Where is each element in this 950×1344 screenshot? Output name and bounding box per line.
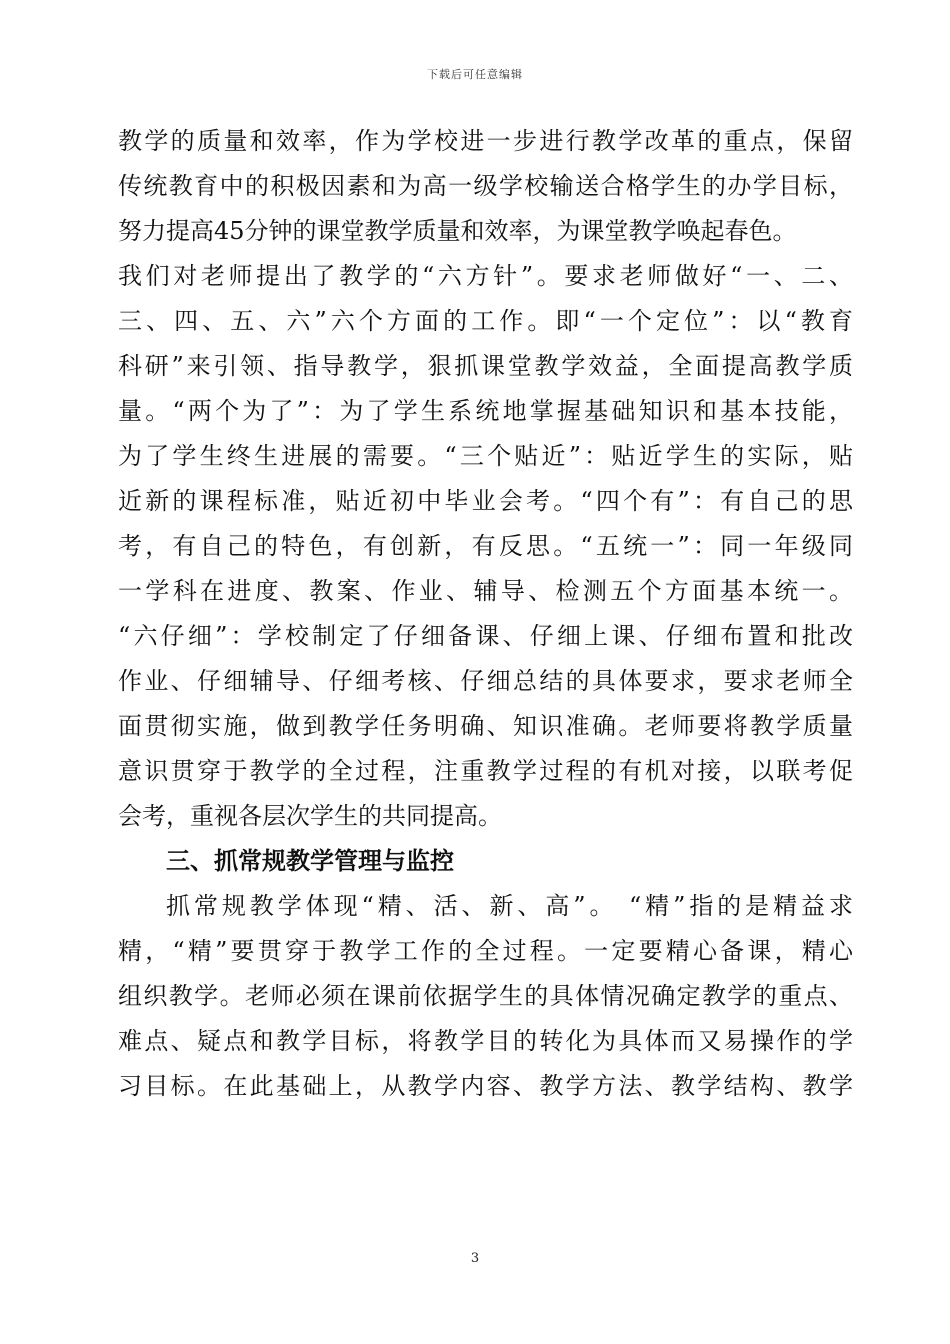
page-number: 3 (470, 1251, 480, 1266)
text-line: 会考，重视各层次学生的共同提高。 (118, 802, 502, 830)
text-line: 为了学生终生进展的需要。“三个贴近”：贴近学生的实际，贴 (118, 442, 853, 470)
text-line: 组织教学。老师必须在课前依据学生的具体情况确定教学的重点、 (118, 982, 853, 1010)
page-header-note: 下载后可任意编辑 (427, 68, 523, 81)
text-line: 一学科在进度、教案、作业、辅导、检测五个方面基本统一。 (118, 577, 853, 605)
document-body (118, 119, 853, 1109)
text-line: 精，“精”要贯穿于教学工作的全过程。一定要精心备课，精心 (118, 937, 853, 965)
text-line: 作业、仔细辅导、仔细考核、仔细总结的具体要求，要求老师全 (118, 667, 853, 695)
text-line: 考，有自己的特色，有创新，有反思。“五统一”：同一年级同 (118, 532, 853, 560)
text-line: 科研”来引领、指导教学，狠抓课堂教学效益，全面提高教学质 (118, 352, 853, 380)
text-line: 量。“两个为了”：为了学生系统地掌握基础知识和基本技能， (118, 397, 853, 425)
text-line: “六仔细”：学校制定了仔细备课、仔细上课、仔细布置和批改 (118, 622, 853, 650)
text-line: 传统教育中的积极因素和为高一级学校输送合格学生的办学目标， (118, 172, 853, 200)
section-heading: 三、抓常规教学管理与监控 (166, 847, 454, 875)
text-line: 教学的质量和效率，作为学校进一步进行教学改革的重点，保留 (118, 127, 853, 155)
text-line: 意识贯穿于教学的全过程，注重教学过程的有机对接，以联考促 (118, 757, 853, 785)
text-line: 三、四、五、六”六个方面的工作。即“一个定位”：以“教育 (118, 307, 853, 335)
text-line: 习目标。在此基础上，从教学内容、教学方法、教学结构、教学 (118, 1072, 853, 1100)
text-line: 近新的课程标准，贴近初中毕业会考。“四个有”：有自己的思 (118, 487, 853, 515)
text-line: 面贯彻实施，做到教学任务明确、知识准确。老师要将教学质量 (118, 712, 853, 740)
text-line: 抓常规教学体现“精、活、新、高”。 “精”指的是精益求 (166, 892, 853, 920)
text-line: 难点、疑点和教学目标，将教学目的转化为具体而又易操作的学 (118, 1027, 853, 1055)
text-line: 努力提高45分钟的课堂教学质量和效率，为课堂教学唤起春色。 (118, 217, 797, 245)
text-line: 我们对老师提出了教学的“六方针”。要求老师做好“一、二、 (118, 262, 853, 290)
